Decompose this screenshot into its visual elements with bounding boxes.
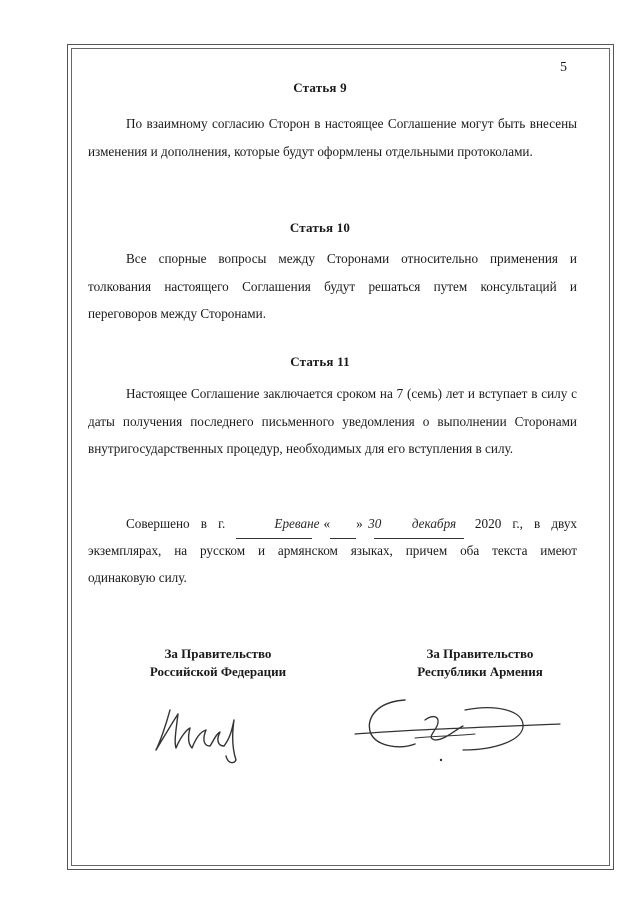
- signing-open-quote: «: [323, 516, 331, 531]
- signatory-right-line2: Республики Армения: [417, 664, 543, 679]
- left-signature: [140, 690, 290, 770]
- article-11-heading: Статья 11: [290, 354, 350, 369]
- signatory-left: [118, 645, 318, 681]
- article-10-heading: Статья 10: [289, 220, 351, 235]
- article-9-heading: Статья 9: [293, 80, 347, 95]
- signing-line-1: [88, 510, 577, 539]
- signing-month-handwritten: декабря: [374, 510, 464, 539]
- article-9-text: По взаимному согласию Сторон в настоящее Соглашение могут быть внесены изменения и дополнения, которые будут оформлены отдельными протоколами.: [88, 116, 577, 159]
- signing-close-quote: »: [356, 516, 363, 531]
- signing-day-handwritten: 30: [330, 510, 356, 539]
- signatory-left-line2: Российской Федерации: [149, 664, 287, 679]
- signing-prefix: Совершено в г.: [126, 516, 226, 531]
- signing-city-handwritten: Ереване: [236, 510, 312, 539]
- signatory-right-line1: За Правительство: [426, 646, 534, 661]
- right-signature: [345, 680, 580, 770]
- page-number: 5: [560, 60, 567, 75]
- signing-year: 2020 г., в двух: [474, 516, 578, 531]
- article-11-text: Настоящее Соглашение заключается сроком на 7 (семь) лет и вступает в силу с даты получения последнего письменного уведомления о выполнении Сторонами внутригосударственных процедур, необходимых для его вступления в силу.: [88, 386, 577, 456]
- signing-line-2: экземплярах, на русском и армянском языках, причем оба текста имеют: [88, 543, 577, 558]
- signing-line-3: одинаковую силу.: [88, 570, 187, 585]
- signatory-left-line1: За Правительство: [164, 646, 272, 661]
- article-10-text: Все спорные вопросы между Сторонами относительно применения и толкования настоящего Соглашения будут решаться путем консультаций и переговоров между Сторонами.: [88, 251, 577, 321]
- signatory-right: [380, 645, 580, 681]
